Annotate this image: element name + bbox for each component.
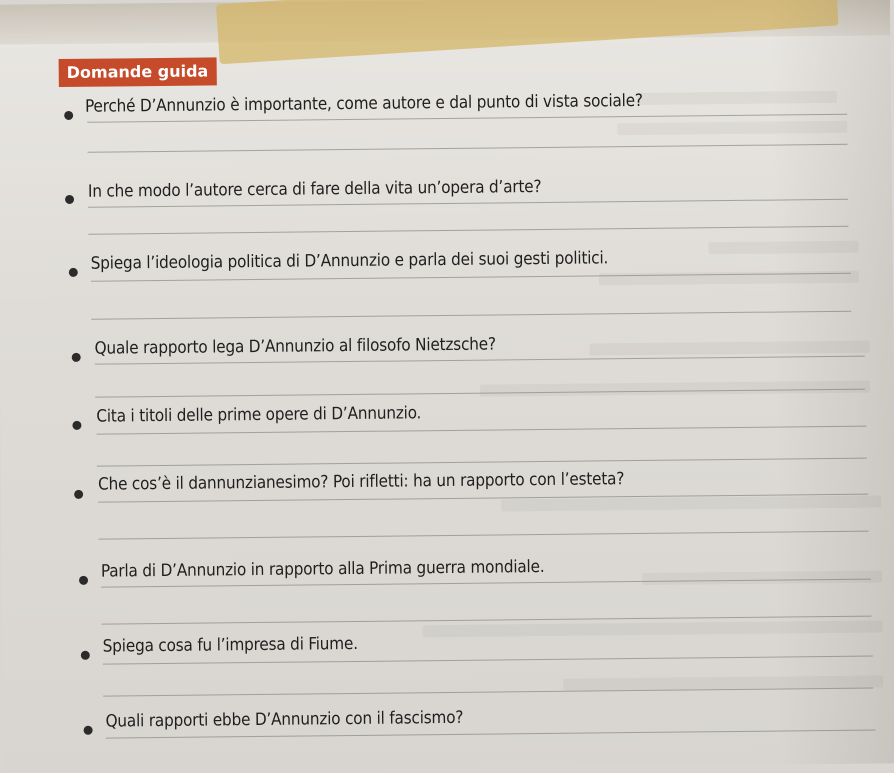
bullet-icon — [84, 726, 93, 735]
question-text: Perché D’Annunzio è importante, come autore e dal punto di vista sociale? — [84, 90, 643, 117]
answer-line — [88, 144, 848, 153]
question-text: Spiega l’ideologia politica di D’Annunzio e parla dei suoi gesti politici. — [90, 248, 609, 274]
bullet-icon — [72, 353, 81, 362]
question-text: Che cos’è il dannunzianesimo? Poi rifletti: ha un rapporto con l’esteta? — [97, 469, 625, 495]
bullet-icon — [74, 490, 83, 499]
bullet-icon — [65, 195, 74, 204]
answer-line — [88, 226, 848, 235]
question-text: Parla di D’Annunzio in rapporto alla Prima guerra mondiale. — [100, 556, 545, 582]
question-text: In che modo l’autore cerca di fare della vita un’opera d’arte? — [87, 177, 542, 202]
answer-line — [91, 311, 851, 320]
answer-line — [103, 656, 873, 665]
answer-line — [103, 688, 873, 697]
answer-line — [97, 426, 867, 435]
answer-line — [106, 730, 876, 739]
answer-line — [97, 458, 867, 467]
answer-line — [99, 531, 869, 540]
section-tag: Domande guida — [59, 57, 217, 87]
question-text: Spiega cosa fu l’impresa di Fiume. — [102, 633, 358, 657]
bullet-icon — [72, 421, 81, 430]
bullet-icon — [79, 576, 88, 585]
question-text: Quali rapporti ebbe D’Annunzio con il fascismo? — [105, 707, 464, 732]
question-text: Cita i titoli delle prime opere di D’Annunzio. — [96, 403, 422, 427]
page-shadow — [770, 0, 894, 765]
bullet-icon — [69, 268, 78, 277]
question-text: Quale rapporto lega D’Annunzio al filosofo Nietzsche? — [94, 334, 496, 359]
bullet-icon — [64, 111, 73, 120]
bullet-icon — [81, 651, 90, 660]
